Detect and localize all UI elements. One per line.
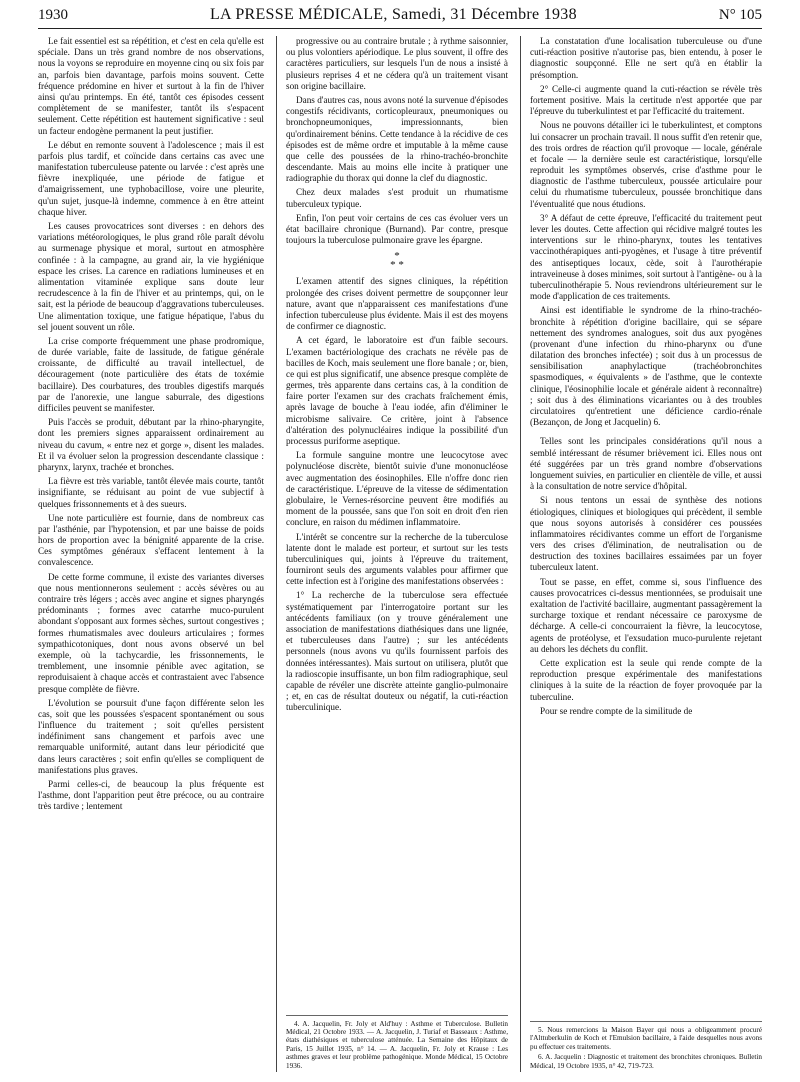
paragraph: Dans d'autres cas, nous avons noté la survenue d'épisodes congestifs récidivants, corticopleuraux, pneumoniques ou bronchopneumoniques, impressionnants, bien qu'ordinairement bénins. Cette tendance à la récidive de ces épisodes est de même ordre et imputable à la même cause que celle des poussées de la rhino-trachéo-bronchite descendante. Mais au moins elle incite à pratiquer une radiographie du thorax qui donne la clef du diagnostic. [286, 94, 508, 184]
paragraph: L'examen attentif des signes cliniques, la répétition prolongée des crises doivent permettre de soupçonner leur nature, avant que n'apparaissent ces manifestations d'une infection tuberculeuse plus évidente. Mais il est des moyens de confirmer ce diagnostic. [286, 276, 508, 332]
column-3 [530, 36, 762, 1072]
paragraph: Parmi celles-ci, de beaucoup la plus fréquente est l'asthme, dont l'apparition peut être précoce, ou au contraire très tardive ; lentement [38, 779, 264, 812]
paragraph: Enfin, l'on peut voir certains de ces cas évoluer vers un état bacillaire chronique (Burnand). Par contre, presque toujours la tuberculose pulmonaire grave les épargne. [286, 212, 508, 246]
paragraph: Cette explication est la seule qui rende compte de la reproduction presque expérimentale des manifestations cliniques à la suite de la réaction de foyer provoquée par la tuberculine. [530, 657, 762, 702]
paragraph: L'évolution se poursuit d'une façon différente selon les cas, soit que les poussées s'espacent spontanément ou sous l'influence du traitement ; soit qu'elles persistent indéfiniment sans changement et parfois avec une remarquable uniformité, autant dans leur périodicité que dans leurs caractères ; soit enfin qu'elles se compliquent de manifestations plus graves. [38, 697, 264, 775]
paragraph: Le début en remonte souvent à l'adolescence ; mais il est parfois plus tardif, et coïncide dans certains cas avec une manifestation tuberculeuse patente ou larvée : c'est après une fièvre inexpliquée, une période de fatigue et d'amaigrissement, une typhobacillose, voire une pleurite, qu'un sujet, jusque-là indemne, commence à en être atteint chaque hiver. [38, 139, 264, 217]
paragraph: 3° A défaut de cette épreuve, l'efficacité du traitement peut lever les doutes. Cette affection qui récidive malgré toutes les interventions sur le rhino-pharynx, toutes les tentatives vaccinothérapiques anti-pyogènes, et l'usage à titre préventif des antiseptiques locaux, cède, soit à l'aurothérapie intraveineuse à doses minimes, soit surtout à l'antigène- ou à la tuberculinothérapie 5. Nous reviendrons ultérieurement sur le mode d'application de ces traitements. [530, 212, 762, 302]
paragraph: Chez deux malades s'est produit un rhumatisme tuberculeux typique. [286, 187, 508, 209]
paragraph: La fièvre est très variable, tantôt élevée mais courte, tantôt insignifiante, se réduisant au point de vue subjectif à quelques frissonnements et à des sueurs. [38, 476, 264, 509]
page-number: 1930 [38, 7, 68, 23]
paragraph: L'intérêt se concentre sur la recherche de la tuberculose latente dont le malade est porteur, et surtout sur les tests tuberculiniques qui, joints à l'épreuve du traitement, fourniront seuls des arguments valables pour affirmer que cette infection est à l'origine des manifestations observées : [286, 531, 508, 587]
paragraph: A cet égard, le laboratoire est d'un faible secours. L'examen bactériologique des crachats ne révèle pas de bacilles de Koch, mais seulement une flore banale ; or, bien, ce qui est plus significatif, une absence presque complète de germes, très apparente dans certains cas, à la condition de faire porter l'examen sur des crachats fraîchement émis, après lavage de bouche à l'eau iodée, afin d'éliminer le microbisme salivaire. Ce critère, joint à l'absence d'altération des polynucléaires indique la possibilité d'un processus puriforme aseptique. [286, 335, 508, 446]
page-header [38, 6, 762, 29]
footnote: 5. Nous remercions la Maison Bayer qui nous a obligeamment procuré l'Alttuberkulin de Koch et l'Emulsion bacillaire, à l'aide desquelles nous avons pu effectuer ces traitements. [530, 1025, 762, 1051]
paragraph: Tout se passe, en effet, comme si, sous l'influence des causes provocatrices ci-dessus mentionnées, se produisait une exaltation de l'activité bacillaire, augmentant passagèrement la surcharge toxique et rendant nécessaire ce paroxysme de décharge. A celle-ci concourraient la fièvre, la leucocytose, agents de protéolyse, et l'exsudation muco-purulente rejetant au dehors les déchets du conflit. [530, 576, 762, 654]
paragraph: Le fait essentiel est sa répétition, et c'est en cela qu'elle est spéciale. Dans un très grand nombre de nos observations, nous la voyons se reproduire en moyenne cinq ou six fois par an, parfois bien davantage, parfois moins souvent. Cette fréquence prédomine en hiver et surtout à la fin de l'hiver ainsi qu'au printemps. En été, tantôt ces épisodes cessent complètement de se manifester, tantôt ils s'espacent seulement. Cette répétition est hautement significative : seul un facteur endogène permanent la peut justifier. [38, 36, 264, 136]
paragraph: Si nous tentons un essai de synthèse des notions étiologiques, cliniques et biologiques qui précèdent, il semble que nous soyons autorisés à considérer ces poussées inflammatoires récidivantes comme un effort de l'organisme vers des crises d'élimination, de neutralisation ou de destruction des toxines bacillaires essaimées par un foyer tuberculeux latent. [530, 495, 762, 573]
issue-number: N° 105 [718, 7, 762, 23]
footnotes [286, 1015, 508, 1072]
paragraph: 1° La recherche de la tuberculose sera effectuée systématiquement par l'interrogatoire portant sur les antécédents familiaux (on y trouve généralement une association de manifestations diathésiques dans une lignée, et tuberculeuses dans l'autre) ; sur les antécédents personnels (nous avons vu qu'ils fournissent parfois des données intéressantes). Mais surtout on utilisera, plutôt que la radioscopie insuffisante, un bon film radiographique, seul capable de révéler une discrète atteinte ganglio-pulmonaire ; et, en cas de résultat douteux ou négatif, la cuti-réaction tuberculinique. [286, 590, 508, 713]
column-1 [38, 36, 264, 1072]
paragraph: 2° Celle-ci augmente quand la cuti-réaction se révèle très fortement positive. Mais la certitude n'est apportée que par l'épreuve du tuberkulintest et par l'efficacité du traitement. [530, 83, 762, 117]
footnote: 4. A. Jacquelin, Fr. Joly et Ald'huy : Asthme et Tuberculose. Bulletin Médical, 21 Octobre 1933. — A. Jacquelin, J. Turiaf et Basseaux : Asthme, états diathésiques et tuberculose atténuée. La Semaine des Hôpitaux de Paris, 15 Juillet 1935, n° 14. — A. Jacquelin, Fr. Joly et Krause : Les asthmes graves et leur problème pathogénique. Monde Médical, 15 Octobre 1936. [286, 1019, 508, 1070]
paragraph: Puis l'accès se produit, débutant par la rhino-pharyngite, dont les premiers signes apparaissent ordinairement au niveau du cavum, « entre nez et gorge », disent les malades. Et il va évoluer selon la progression descendante classique : pharynx, larynx, trachée et bronches. [38, 417, 264, 472]
column-2 [286, 36, 508, 1072]
journal-title: LA PRESSE MÉDICALE, Samedi, 31 Décembre 1938 [209, 6, 577, 23]
paragraph: Telles sont les principales considérations qu'il nous a semblé intéressant de résumer brièvement ici. Elles nous ont été suggérées par un très grand nombre d'observations longuement suivies, en particulier en clientèle de ville, et aussi à la consultation de notre service d'hôpital. [530, 436, 762, 492]
paragraph: Les causes provocatrices sont diverses : en dehors des variations météorologiques, le plus grand rôle paraît dévolu au surmenage physique et moral, surtout en atmosphère confinée : à la campagne, au grand air, la vie hygiénique espace les crises. La carence en radiations lumineuses et en alimentation vitaminée explique sans doute leur recrudescence à la fin de l'hiver et au printemps, qui, on le sait, est la période de beaucoup d'aggravations tuberculeuses. Une alimentation toxique, une fatigue hépatique, l'abus du sel jouent souvent un rôle. [38, 221, 264, 332]
footnotes [530, 1021, 762, 1072]
paragraph: Ainsi est identifiable le syndrome de la rhino-trachéo-bronchite à répétition d'origine bacillaire, qui se sépare nettement des syndromes analogues, soit dus aux pyogènes (provenant d'une infection du rhino-pharynx ou d'une dilatation des bronches infectée) ; soit dus à un processus de sensibilisation anaphylactique (trachéobronchites spasmodiques, « équivalents » de l'asthme, que le contexte clinique, l'éosinophilie locale et générale aident à reconnaître) ; soit dus à des éliminations vicariantes ou à des troubles circulatoires qu'entretient une déficience cardio-rénale (Bezançon, de Jong et Jacquelin) 6. [530, 305, 762, 428]
paragraph: De cette forme commune, il existe des variantes diverses que nous mentionnerons seulement : accès sévères ou au contraire très légers ; accès avec angine et signes pharyngés prédominants ; formes avec catarrhe muco-purulent abondant s'opposant aux formes sèches, surtout congestives ; formes rhumatismales avec douleurs articulaires ; formes sympathicotoniques, dont nous avons observé un bel exemple, où la tachycardie, les frissonnements, le tremblement, une insomnie pénible avec agitation, se reproduisaient à chaque accès et contrastaient avec l'absence presque complète de fièvre. [38, 571, 264, 694]
footnote: 6. A. Jacquelin : Diagnostic et traitement des bronchites chroniques. Bulletin Médical, 19 Octobre 1935, n° 42, 719-723. [530, 1053, 762, 1070]
paragraph: Nous ne pouvons détailler ici le tuberkulintest, et comptons lui consacrer un prochain travail. Il nous suffit d'en retenir que, des trois ordres de réaction qu'il provoque — locale, générale et focale — la dernière seule est caractéristique, lorsqu'elle reproduit les symptômes observés, crise d'asthme pour le diagnostic de l'asthme tuberculeux, poussée articulaire pour celui du rhumatisme tuberculeux, poussée bronchitique dans l'éventualité que nous étudions. [530, 120, 762, 209]
paragraph: Pour se rendre compte de la similitude de [540, 705, 693, 716]
paragraph: La constatation d'une localisation tuberculeuse ou d'une cuti-réaction positive n'autorise pas, bien entendu, à poser le diagnostic soupçonné. Elle ne sert qu'à en établir la présomption. [530, 36, 762, 80]
paragraph: La formule sanguine montre une leucocytose avec polynucléose discrète, bientôt suivie d'une mononucléose avec augmentation des éosinophiles. Elle n'offre donc rien de caractéristique. L'épreuve de la vitesse de sédimentation globulaire, le Vernes-résorcine peuvent être modifiés au moment de la poussée, sans que l'on soit en droit d'en rien conclure, en raison du médimen inflammatoire. [286, 450, 508, 528]
paragraph: La crise comporte fréquemment une phase prodromique, de durée variable, faite de lassitude, de fatigue générale croissante, de difficulté au travail intellectuel, de découragement (note particulière des états de toxémie bacillaire). Des courbatures, des troubles digestifs marqués par de l'anorexie, une langue saburrale, des digestions difficiles peuvent se manifester. [38, 335, 264, 413]
paragraph: progressive ou au contraire brutale ; à rythme saisonnier, ou plus volontiers apériodique. Le plus souvent, il offre des caractères particuliers, sur lesquels l'un de nous a insisté à plusieurs reprises 4 et ne cédera qu'à un traitement visant son origine bacillaire. [286, 36, 508, 91]
section-separator: * * * [390, 250, 404, 272]
article-body [38, 36, 762, 1072]
paragraph: Une note particulière est fournie, dans de nombreux cas par l'asthénie, par l'hypotension, et par une baisse de poids hors de proportion avec la bénignité apparente de la crise. Ces symptômes généraux s'effacent lentement à la convalescence. [38, 512, 264, 568]
